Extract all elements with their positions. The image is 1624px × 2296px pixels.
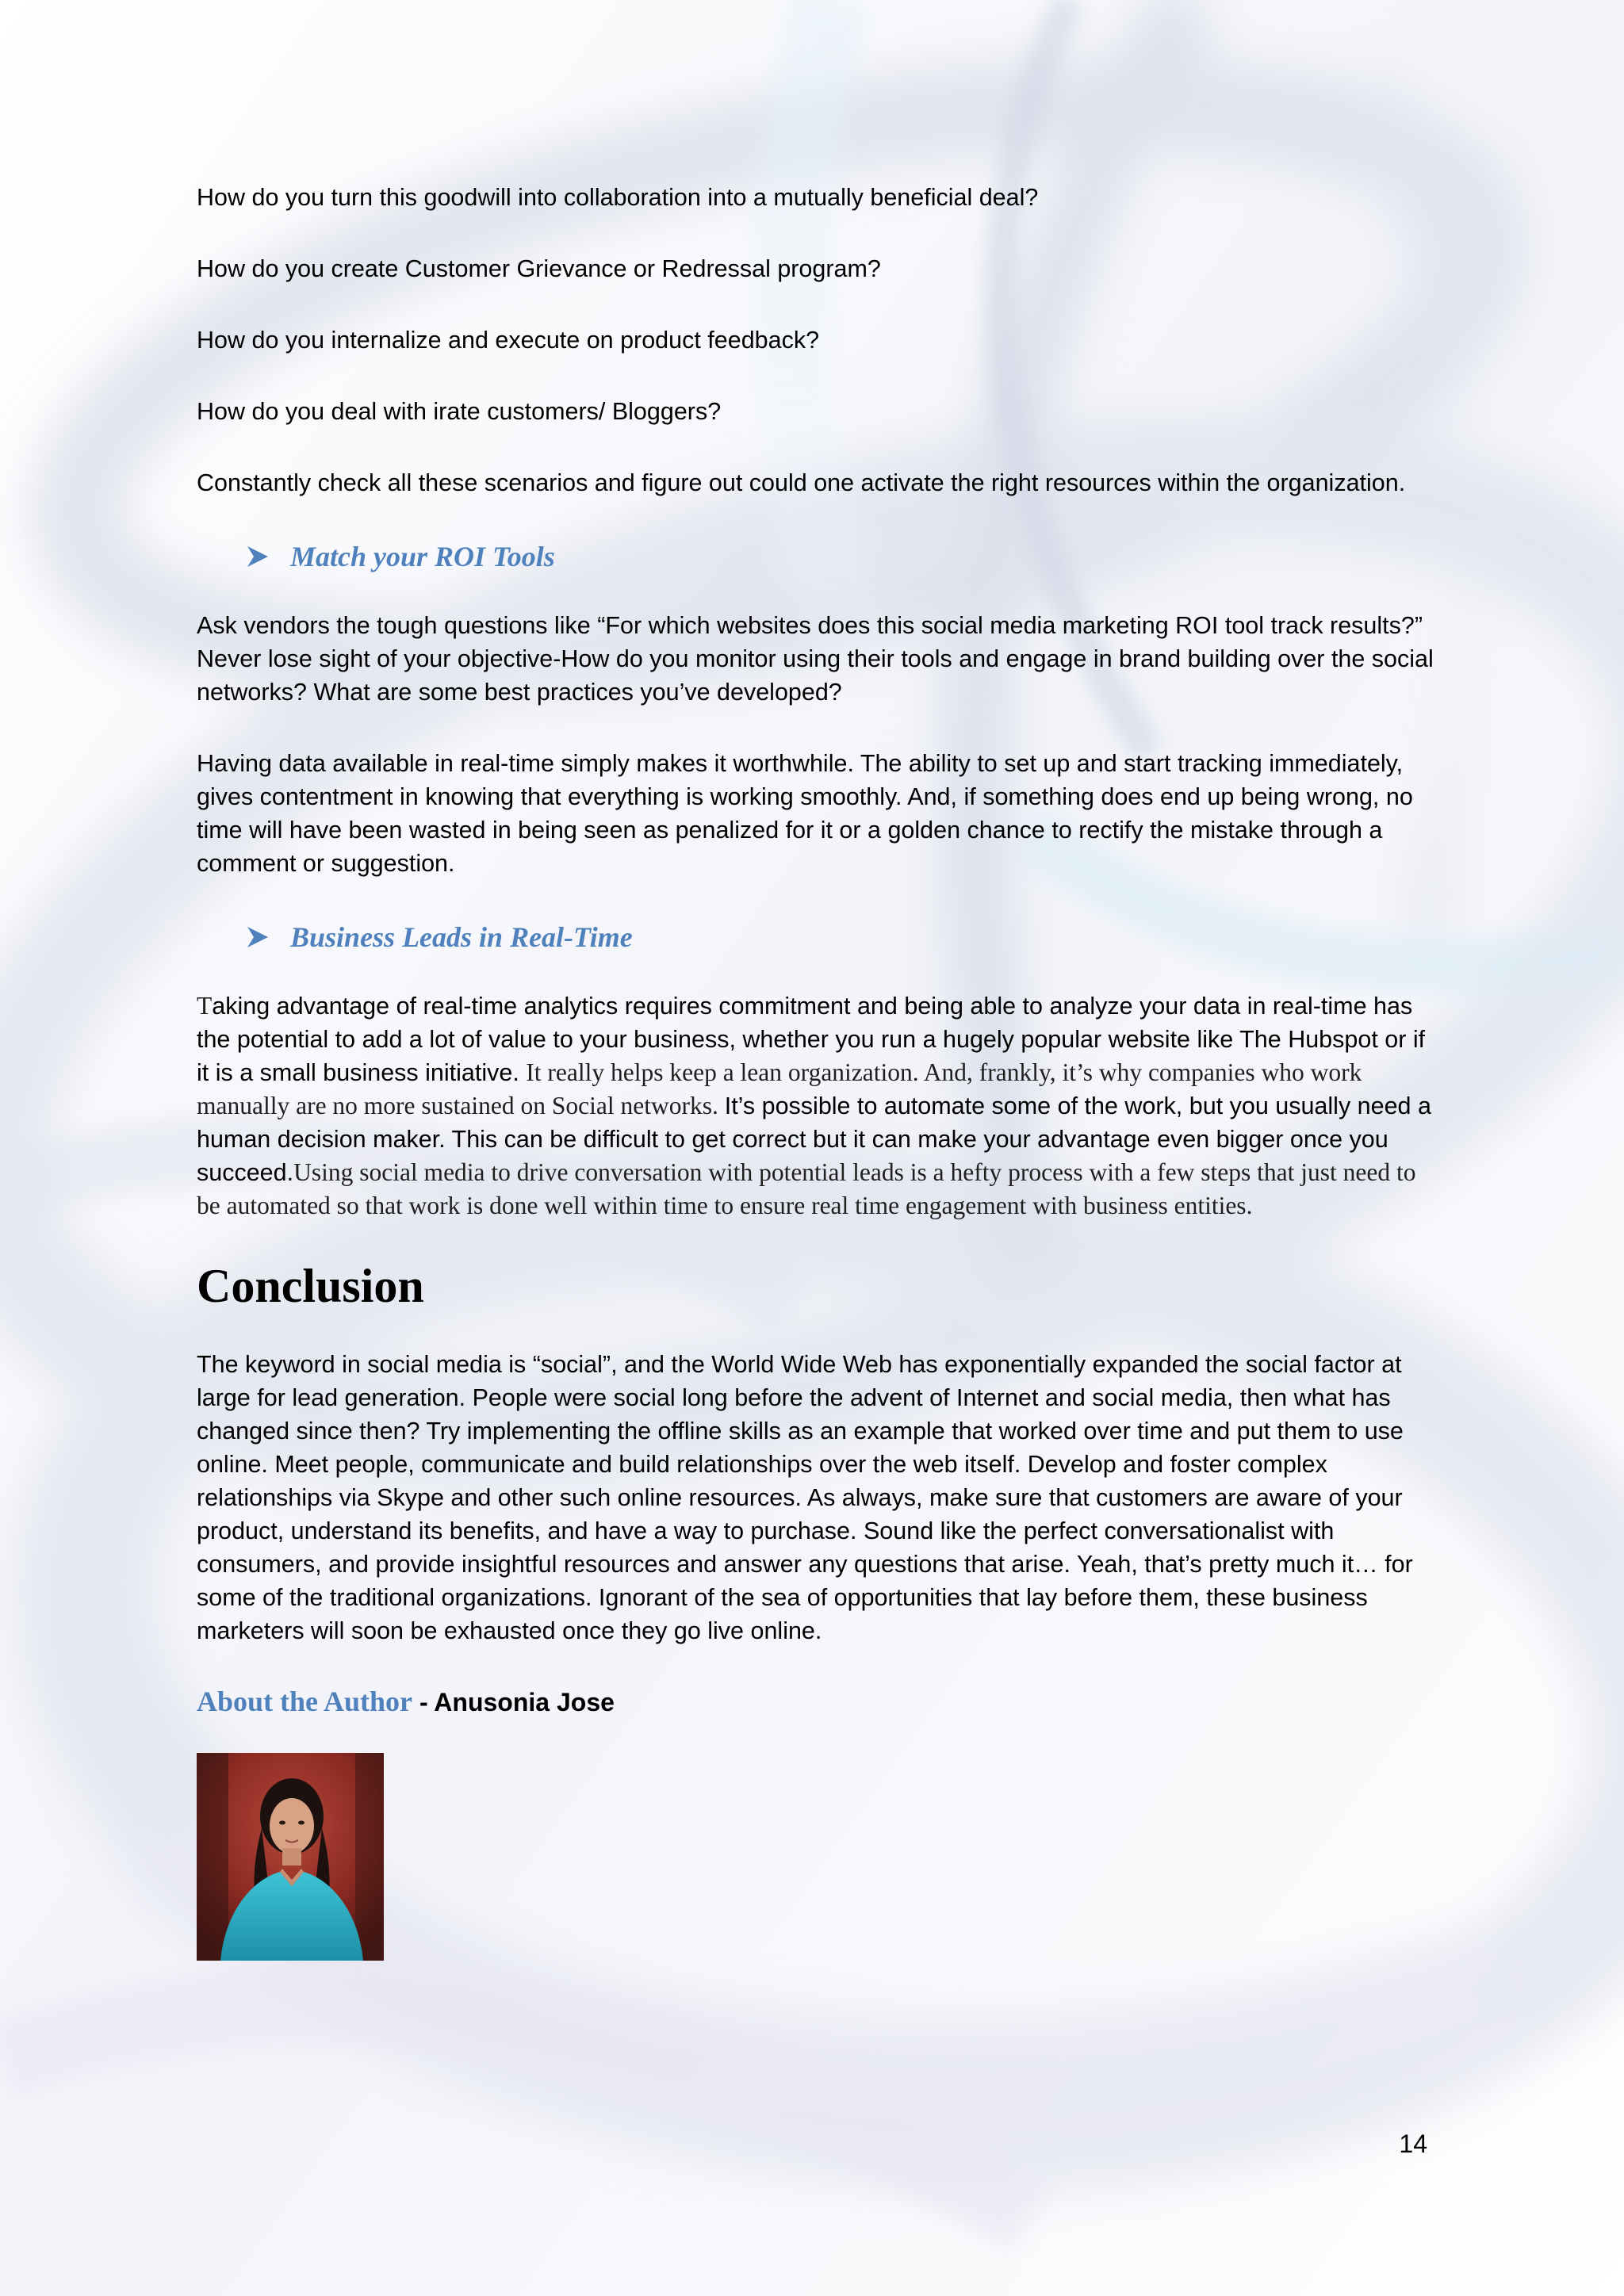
heading-business-leads	[244, 920, 1434, 955]
leads-text-2: It really helps keep a lean organization. And, frankly, it’s why companies who work manually are no more sustained on Social networks.	[197, 1058, 1362, 1119]
author-name: Anusonia Jose	[434, 1688, 615, 1716]
paragraph-roi-realtime: Having data available in real-time simply makes it worthwhile. The ability to set up and start tracking immediately, gives contentment in knowing that everything is working smoothly. And, if something does end up being wrong, no time will have been wasted in being seen as penalized for it or a golden chance to rectify the mistake through a comment or suggestion.	[197, 750, 1413, 877]
paragraph-business-leads	[197, 989, 1434, 1223]
paragraph-conclusion: The keyword in social media is “social”, and the World Wide Web has exponentially expanded the social factor at large for lead generation. People were social long before the advent of Internet and social media, then what has changed since then? Try implementing the offline skills as an example that worked over time and put them to use online. Meet people, communicate and build relationships over the web itself. Develop and foster complex relationships via Skype and other such online resources. As always, make sure that customers are aware of your product, understand its benefits, and have a way to purchase. Sound like the perfect conversationalist with consumers, and provide insightful resources and answer any questions that arise. Yeah, that’s pretty much it… for some of the traditional organizations. Ignorant of the sea of opportunities that lay before them, these business marketers will soon be exhausted once they go live online.	[197, 1351, 1413, 1644]
question-grievance: How do you create Customer Grievance or Redressal program?	[197, 255, 881, 282]
about-author-line	[197, 1684, 1434, 1720]
arrow-bullet-icon	[244, 925, 271, 949]
about-author-label: About the Author	[197, 1686, 413, 1717]
author-photo	[197, 1753, 384, 1961]
heading-business-leads-text: Business Leads in Real-Time	[290, 921, 633, 953]
arrow-bullet-icon	[244, 545, 271, 568]
heading-conclusion: Conclusion	[197, 1260, 424, 1312]
heading-roi-tools-text: Match your ROI Tools	[290, 541, 555, 572]
leads-text-3: It’s possible to automate some of the work, but you usually need a human decision maker. This can be difficult to get correct but it can make your advantage even bigger once you succeed.	[197, 1093, 1431, 1186]
question-goodwill: How do you turn this goodwill into collaboration into a mutually beneficial deal?	[197, 184, 1039, 211]
page-content	[197, 181, 1434, 1961]
question-feedback: How do you internalize and execute on product feedback?	[197, 327, 820, 354]
paragraph-scenarios: Constantly check all these scenarios and figure out could one activate the right resources within the organization.	[197, 469, 1406, 496]
heading-roi-tools	[244, 539, 1434, 574]
leads-text-4: Using social media to drive conversation with potential leads is a hefty process with a few steps that just need to be automated so that work is done well within time to ensure real time engagement with business entities.	[197, 1158, 1416, 1219]
page-number: 14	[1399, 2130, 1427, 2158]
leads-dropcap: T	[197, 992, 213, 1020]
leads-text-1: aking advantage of real-time analytics requires commitment and being able to analyze your data in real-time has the potential to add a lot of value to your business, whether you run a hugely popular website like The Hubspot or if it is a small business initiative.	[197, 993, 1426, 1086]
question-irate-customers: How do you deal with irate customers/ Bloggers?	[197, 398, 722, 425]
author-separator: -	[412, 1688, 435, 1716]
paragraph-roi-vendors: Ask vendors the tough questions like “For which websites does this social media marketing ROI tool track results?” Never lose sight of your objective-How do you monitor using their tools and engage in brand building over the social networks? What are some best practices you’ve developed?	[197, 612, 1434, 706]
